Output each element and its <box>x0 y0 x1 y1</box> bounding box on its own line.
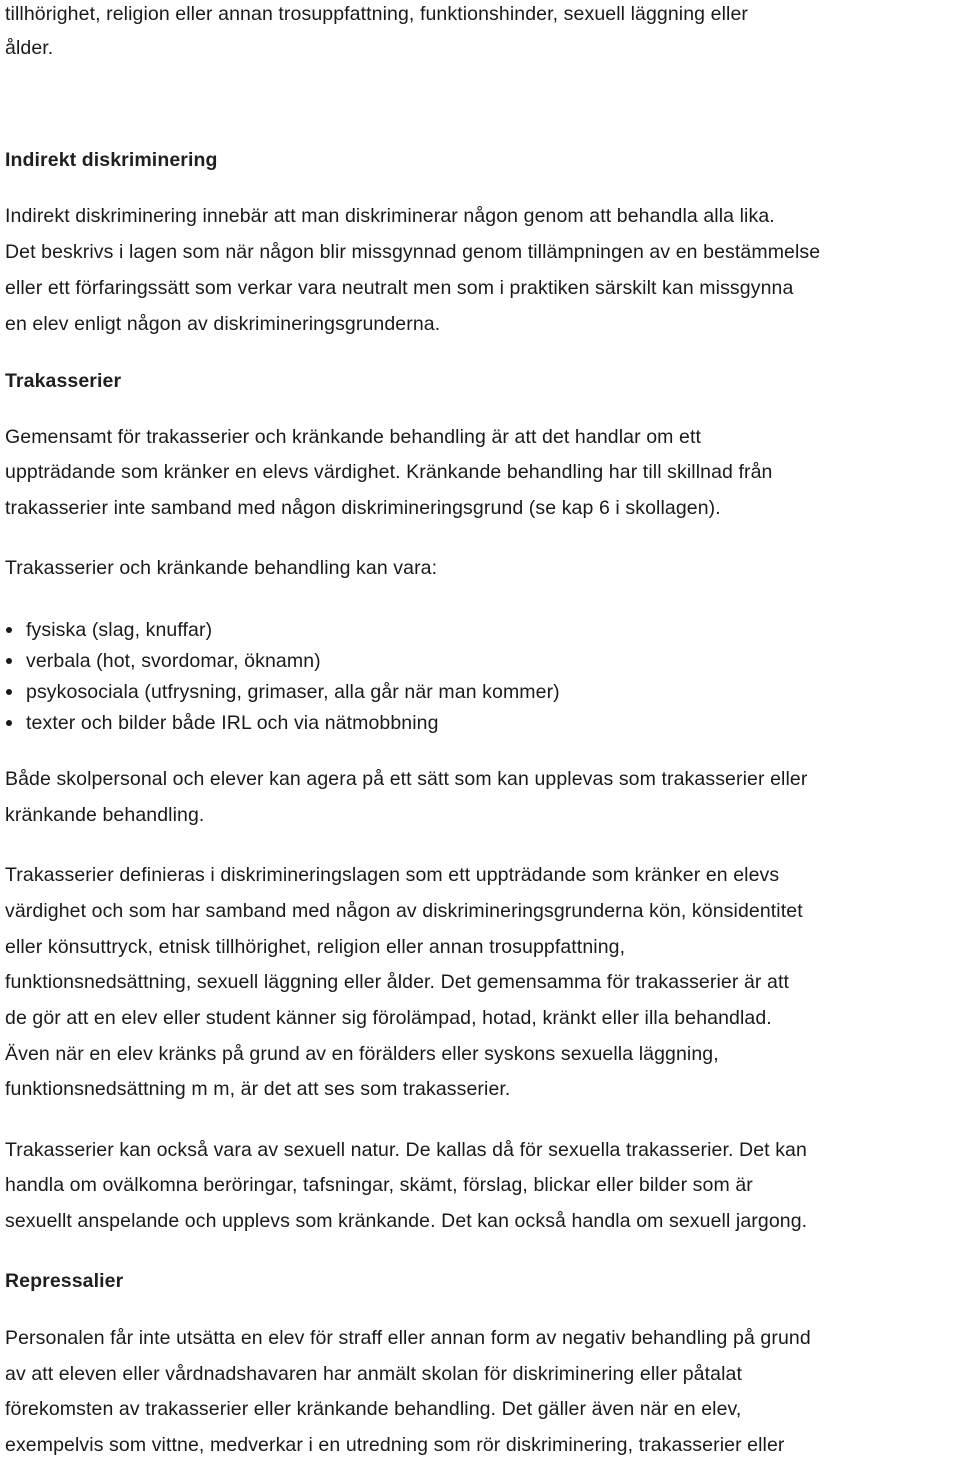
bullet-icon <box>6 689 12 695</box>
intro-line: tillhörighet, religion eller annan trosuppfattning, funktionshinder, sexuell läggning eller <box>5 3 748 25</box>
paragraph-line: förekomsten av trakasserier eller kränkande behandling. Det gäller även när en elev, <box>5 1398 742 1420</box>
intro-line: ålder. <box>5 37 54 59</box>
paragraph-line: Både skolpersonal och elever kan agera på ett sätt som kan upplevas som trakasserier eller <box>5 768 808 790</box>
paragraph-line: Indirekt diskriminering innebär att man diskriminerar någon genom att behandla alla lika. <box>5 205 775 227</box>
paragraph-line: värdighet och som har samband med någon av diskrimineringsgrunderna kön, könsidentitet <box>5 900 803 922</box>
paragraph-line: de gör att en elev eller student känner sig förolämpad, hotad, kränkt eller illa behandlad. <box>5 1007 772 1029</box>
paragraph-line: Det beskrivs i lagen som när någon blir missgynnad genom tillämpningen av en bestämmelse <box>5 241 821 263</box>
paragraph-line: trakasserier inte samband med någon diskrimineringsgrund (se kap 6 i skollagen). <box>5 497 721 519</box>
heading-indirekt-diskriminering: Indirekt diskriminering <box>5 149 218 171</box>
paragraph-line: sexuellt anspelande och upplevs som kränkande. Det kan också handla om sexuell jargong. <box>5 1210 808 1232</box>
paragraph-line: Trakasserier kan också vara av sexuell natur. De kallas då för sexuella trakasserier. Det kan <box>5 1139 807 1161</box>
paragraph-line: Trakasserier definieras i diskrimineringslagen som ett uppträdande som kränker en elevs <box>5 864 780 886</box>
paragraph-line: Gemensamt för trakasserier och kränkande behandling är att det handlar om ett <box>5 426 701 448</box>
paragraph-line: handla om ovälkomna beröringar, tafsningar, skämt, förslag, blickar eller bilder som är <box>5 1174 753 1196</box>
paragraph-line: funktionsnedsättning m m, är det att ses som trakasserier. <box>5 1078 511 1100</box>
paragraph-line: uppträdande som kränker en elevs värdighet. Kränkande behandling har till skillnad från <box>5 461 773 483</box>
paragraph-line: kränkande behandling. <box>5 804 205 826</box>
paragraph-line: en elev enligt någon av diskrimineringsgrunderna. <box>5 313 441 335</box>
bullet-icon <box>6 627 12 633</box>
paragraph-line: av att eleven eller vårdnadshavaren har anmält skolan för diskriminering eller påtalat <box>5 1363 742 1385</box>
paragraph-line: eller könsuttryck, etnisk tillhörighet, religion eller annan trosuppfattning, <box>5 936 626 958</box>
heading-repressalier: Repressalier <box>5 1270 124 1292</box>
bullet-icon <box>6 720 12 726</box>
paragraph-line: Personalen får inte utsätta en elev för straff eller annan form av negativ behandling på grund <box>5 1327 811 1349</box>
heading-trakasserier: Trakasserier <box>5 370 122 392</box>
bullet-icon <box>6 658 12 664</box>
paragraph-line: exempelvis som vittne, medverkar i en utredning som rör diskriminering, trakasserier eller <box>5 1434 785 1456</box>
paragraph-line: Även när en elev kränks på grund av en förälders eller syskons sexuella läggning, <box>5 1043 719 1065</box>
paragraph-line: eller ett förfaringssätt som verkar vara neutralt men som i praktiken särskilt kan missgynna <box>5 277 794 299</box>
list-intro: Trakasserier och kränkande behandling kan vara: <box>5 557 438 579</box>
paragraph-line: funktionsnedsättning, sexuell läggning eller ålder. Det gemensamma för trakasserier är att <box>5 971 789 993</box>
